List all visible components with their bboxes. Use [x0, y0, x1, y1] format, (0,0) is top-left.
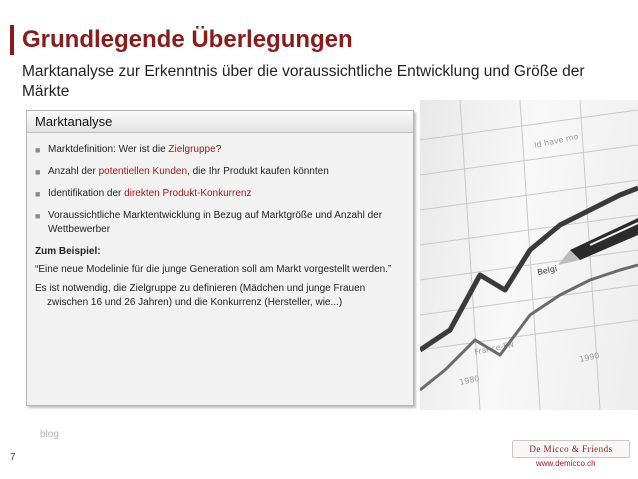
bullet-text: Identifikation der [48, 188, 125, 199]
bullet-text: Anzahl der [48, 166, 99, 177]
example-explanation: Es ist notwendig, die Zielgruppe zu definieren (Mädchen und junge Frauen zwischen 16 und 26 Jahren) und die Konkurrenz (Hersteller, wie...) [35, 283, 366, 308]
market-analysis-box [26, 110, 414, 406]
footer-tag: blog [40, 429, 59, 440]
photo-dark-line [420, 188, 638, 350]
pen-icon [558, 218, 638, 265]
company-url[interactable]: www.demicco.ch [536, 459, 596, 468]
bullet-text: Marktdefinition: Wer ist die [48, 144, 169, 155]
bullet-item-market-development [35, 209, 405, 237]
chart-pen-photo [420, 100, 638, 410]
photo-label-france: France-FN [473, 339, 515, 357]
bullet-square-icon: ■ [35, 167, 41, 177]
photo-label-1980: 1980 [458, 373, 481, 387]
example-heading: Zum Beispiel: [35, 246, 101, 257]
box-body [35, 143, 405, 315]
logo-text: De Micco & Friends [529, 444, 613, 454]
bullet-item-target-group [35, 143, 405, 157]
example-quote: “Eine neue Modelinie für die junge Generation soll am Markt vorgestellt werden.” [35, 264, 392, 275]
bullet-highlight: direkten Produkt-Konkurrenz [124, 188, 252, 199]
bullet-square-icon: ■ [35, 145, 41, 155]
bullet-item-potential-customers [35, 165, 405, 179]
page-number: 7 [10, 452, 16, 463]
photo-label-top: ld have mo [533, 131, 580, 150]
bullet-highlight: potentiellen Kunden [98, 166, 188, 177]
bullet-text-end: , die Ihr Produkt kaufen könnten [187, 166, 329, 177]
bullet-list [35, 143, 405, 237]
bullet-square-icon: ■ [35, 211, 41, 221]
bullet-text: Voraussichtliche Marktentwicklung in Bezug auf Marktgröße und Anzahl der Wettbewerber [48, 210, 383, 235]
bullet-square-icon: ■ [35, 189, 41, 199]
bullet-text-end: ? [215, 144, 222, 155]
company-logo [512, 440, 630, 458]
box-header-label: Marktanalyse [35, 114, 113, 129]
page-title: Grundlegende Überlegungen [22, 26, 353, 53]
bullet-item-competition [35, 187, 405, 201]
chart-photo-illustration [420, 100, 638, 410]
photo-label-1990: 1990 [578, 350, 601, 364]
photo-label-belg: Belgi [536, 264, 558, 277]
box-header [27, 111, 413, 133]
title-accent-bar [10, 25, 14, 55]
page-subtitle: Marktanalyse zur Erkenntnis über die voraussichtliche Entwicklung und Größe der Märkte [22, 63, 585, 100]
bullet-highlight: Zielgruppe [168, 144, 216, 155]
